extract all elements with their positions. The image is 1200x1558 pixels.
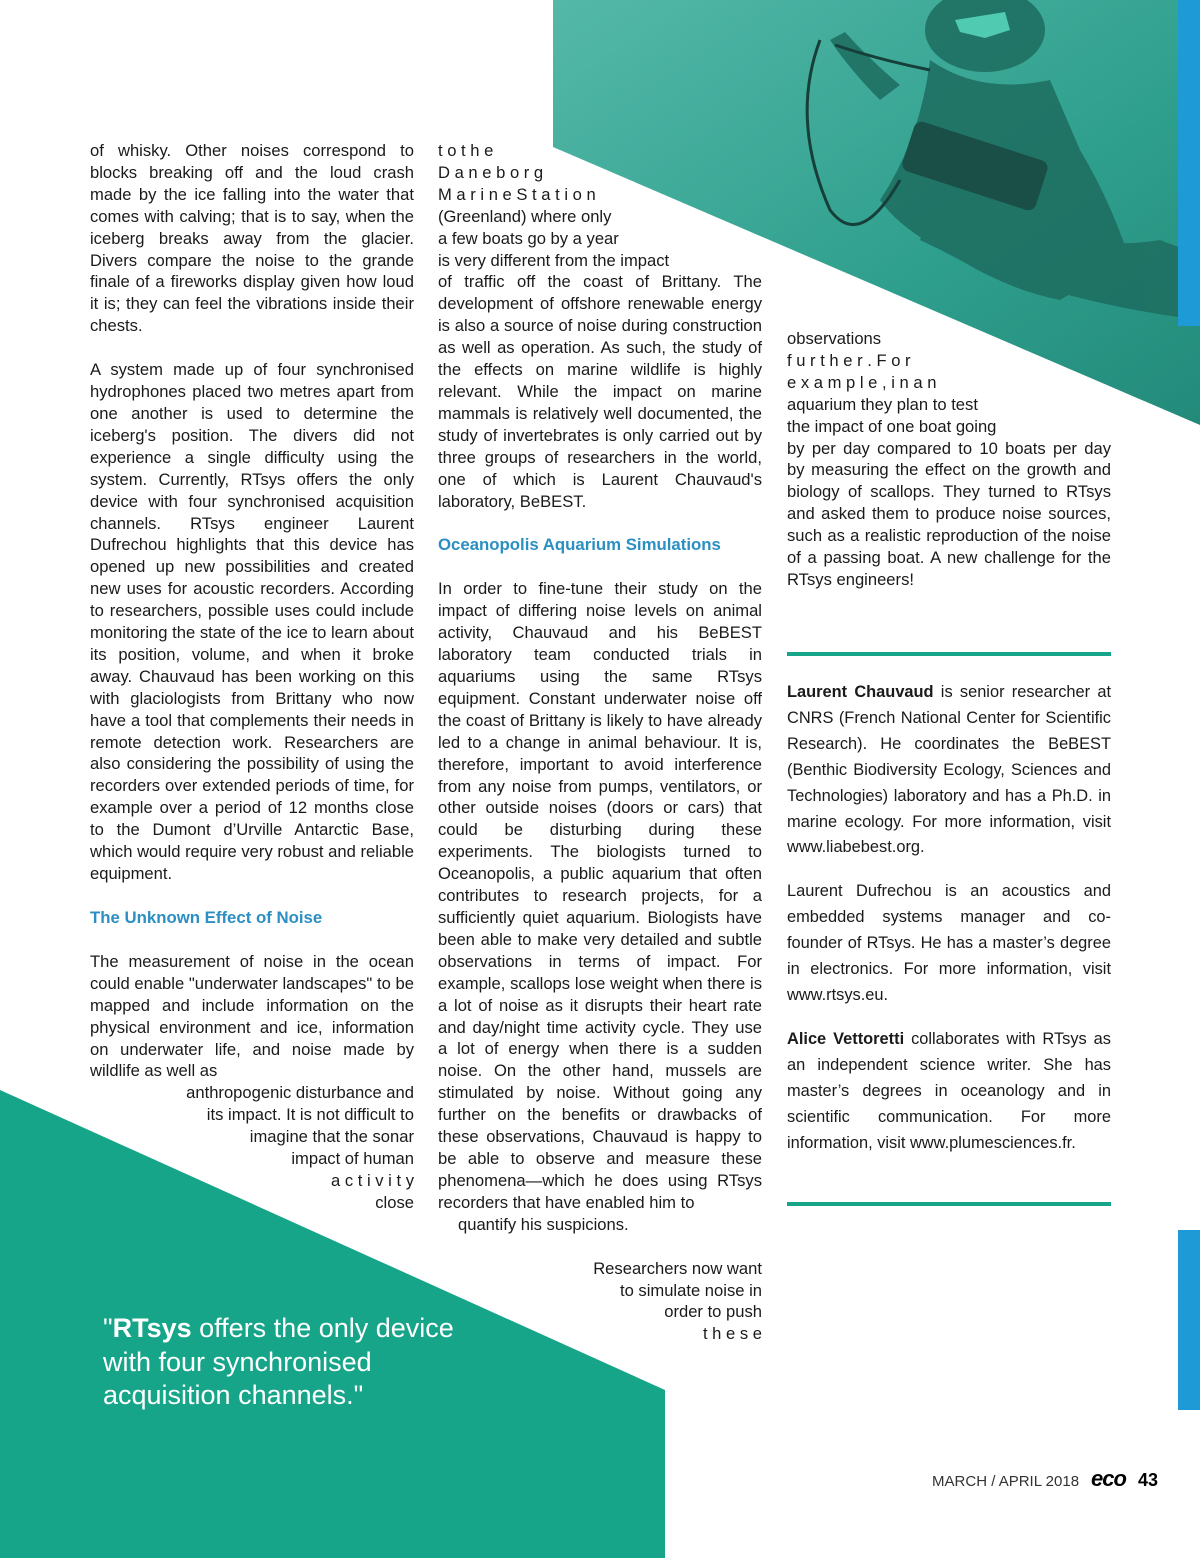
bio-dufrechou: Laurent Dufrechou is an acoustics and embedded systems manager and co-founder of RTsys. He has a master’s degree in electronics. For more information, visit www.rtsys.eu. (787, 882, 1111, 1004)
col2-intro-line-5: a few boats go by a year (438, 228, 619, 248)
bio-chauvaud (787, 680, 1111, 861)
col1-paragraph-2: A system made up of four synchronised hydrophones placed two metres apart from one another is used to determine the iceberg's position. The divers did not experience a single difficulty using the system. Currently, RTsys offers the only device with four synchronised acquisition channels. RTsys engineer Laurent Dufrechou highlights that this device has opened up new possibilities and created new uses for acoustic recorders. According to researchers, possible uses could include monitoring the state of the ice to learn about its position, volume, and when it broke away. Chauvaud has been working on this with glaciologists from Brittany who now have a tool that complements their needs in remote detection work. Researchers are also considering the possibility of using the recorders over extended periods of time, for example over a period of 12 months close to the Dumont d’Urville Antarctic Base, which would require very robust and reliable equipment. (90, 360, 414, 883)
bio-chauvaud-name: Laurent Chauvaud (787, 683, 934, 701)
col3-line-3: e x a m p l e , i n a n (787, 372, 937, 392)
magazine-logo: eco (1091, 1466, 1126, 1491)
col2-para3-line-4: t h e s e (702, 1324, 762, 1344)
col3-line-5: the impact of one boat going (787, 416, 997, 436)
col1-paragraph-3: The measurement of noise in the ocean could enable "underwater landscapes" to be mapped and include information on the physical environment and ice, information on underwater life, and noise made by wildlife as well as (90, 951, 414, 1081)
col1-tail-line-5: a c t i v i t y (331, 1170, 414, 1190)
col2-intro-line-2: D a n e b o r g (438, 162, 544, 182)
col2-intro-line-3: M a r i n e S t a t i o n (438, 184, 596, 204)
pull-quote-brand: RTsys (112, 1313, 192, 1343)
col2-intro-line-4: (Greenland) where only (438, 206, 612, 226)
col1-tail-line-3: imagine that the sonar (249, 1127, 414, 1147)
col2-para3-line-3: order to push (664, 1302, 762, 1322)
col2-paragraph-1: of traffic off the coast of Brittany. The development of offshore renewable energy is also a source of noise during construction as well as operation. As such, the study of the effects on marine wildlife is highly relevant. While the impact on marine mammals is relatively well documented, the study of invertebrates is only carried out by three groups of researchers in the world, one of which is Laurent Chauvaud's laboratory, BeBEST. (438, 272, 762, 511)
pull-quote (103, 1312, 483, 1413)
bio-vettoretti-text: collaborates with RTsys as an independent science writer. She has master’s degrees in oceanology and in scientific communication. For more information, visit www.plumesciences.fr. (787, 1029, 1111, 1152)
bio-vettoretti-name: Alice Vettoretti (787, 1029, 905, 1048)
side-tab-bottom (1178, 1230, 1200, 1410)
bio-bottom-rule (787, 1202, 1111, 1206)
col2-intro-line-1: t o t h e (438, 141, 494, 160)
column-3 (787, 328, 1111, 591)
page-number: 43 (1137, 1470, 1158, 1490)
col3-line-1: observations (787, 329, 882, 348)
column-2 (438, 140, 762, 1345)
bio-chauvaud-text: is senior researcher at CNRS (French National Center for Scientific Research). He coordinates the BeBEST (Benthic Biodiversity Ecology, Sciences and Technologies) laboratory and has a Ph.D. in marine ecology. For more information, visit www.liabebest.org. (787, 683, 1111, 857)
bio-vettoretti (787, 1027, 1111, 1157)
col2-para3-line-2: to simulate noise in (619, 1280, 762, 1300)
bio-top-rule (787, 652, 1111, 656)
pull-quote-open-mark: " (103, 1313, 113, 1343)
col2-paragraph-2-last: quantify his suspicions. (458, 1214, 629, 1234)
col2-paragraph-2: In order to fine-tune their study on the impact of differing noise levels on animal activity, Chauvaud and his BeBEST laboratory team conducted trials in aquariums using the same RTsys equipment. Constant underwater noise off the coast of Brittany is likely to have already led to a change in animal behaviour. It is, therefore, important to avoid interference from any noise from pumps, ventilators, or other outside noises (doors or cars) that could be disturbing during these experiments. The biologists turned to Oceanopolis, a public aquarium that often contributes to research projects, for a sufficiently quiet aquarium. Biologists have been able to make very detailed and subtle observations in terms of impact. For example, scallops lose weight when there is a lot of noise as it disrupts their heart rate and day/night time activity cycle. They use a lot of energy when there is a sudden noise. On the other hand, mussels are stimulated by noise. Without going any further on the benefits or drawbacks of these observations, Chauvaud is happy to be able to observe and measure these phenomena—which he does using RTsys recorders that have enabled him to (438, 579, 762, 1212)
issue-date: MARCH / APRIL 2018 (932, 1473, 1080, 1490)
col1-paragraph-1: of whisky. Other noises correspond to blocks breaking off and the loud crash made by the ice falling into the water that comes with calving; that is to say, when the iceberg breaks away from the glacier. Divers compare the noise to the grande finale of a fireworks display given how loud it is; they can feel the vibrations inside their chests. (90, 141, 414, 336)
col1-tail-line-4: impact of human (291, 1149, 414, 1169)
col1-tail-line-2: its impact. It is not difficult to (206, 1105, 414, 1125)
author-bios (787, 680, 1111, 1174)
col2-intro-line-6: is very different from the impact (438, 250, 670, 270)
col3-line-2: f u r t h e r . F o r (787, 350, 911, 370)
subhead-oceanopolis: Oceanopolis Aquarium Simulations (438, 535, 721, 555)
subhead-unknown-effect: The Unknown Effect of Noise (90, 907, 323, 927)
col1-tail-line-1: anthropogenic disturbance and (186, 1083, 414, 1103)
col1-tail-line-6: close (375, 1192, 414, 1212)
column-1 (90, 140, 414, 1214)
side-tab-top (1178, 0, 1200, 326)
pull-quote-text: offers the only device with four synchronised acquisition channels." (103, 1313, 454, 1410)
col2-para3-line-1: Researchers now want (593, 1258, 762, 1278)
col3-paragraph: by per day compared to 10 boats per day by measuring the effect on the growth and biology of scallops. They turned to RTsys and asked them to produce noise sources, such as a realistic reproduction of the noise of a passing boat. A new challenge for the RTsys engineers! (787, 438, 1111, 589)
page-footer (932, 1466, 1158, 1492)
col3-line-4: aquarium they plan to test (787, 394, 978, 414)
